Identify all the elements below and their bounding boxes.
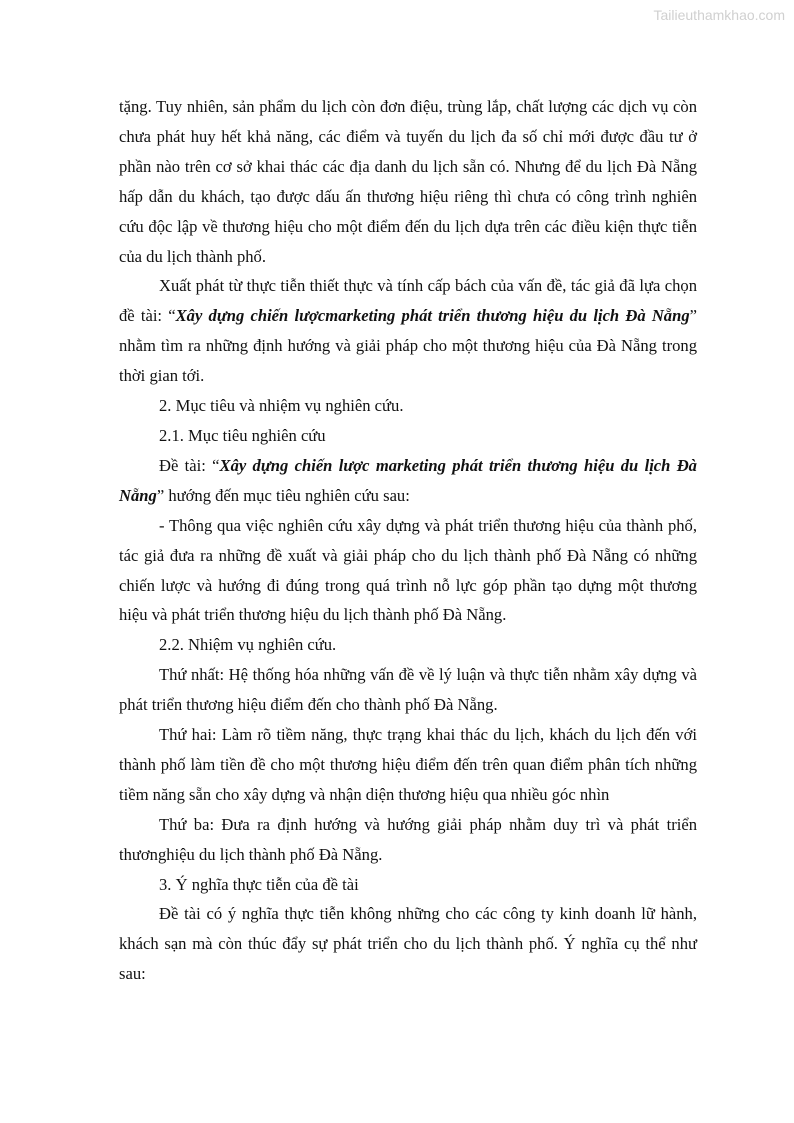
heading-objectives-tasks: 2. Mục tiêu và nhiệm vụ nghiên cứu. bbox=[159, 396, 404, 416]
text-run: Đề tài: “ bbox=[159, 455, 220, 475]
text-run: Xuất phát từ thực tiễn thiết thực và tính cấp bách của vấn đề, tác giả đã lựa chọn đề tài: “ bbox=[119, 276, 697, 326]
paragraph-task-second: Thứ hai: Làm rõ tiềm năng, thực trạng khai thác du lịch, khách du lịch đến với thành phố làm tiền đề cho một thương hiệu điểm đến trên quan điểm phân tích những tiềm năng sẵn cho xây dựng và nhận diện thương hiệu qua nhiều góc nhìn bbox=[119, 725, 697, 804]
text-run: ” hướng đến mục tiêu nghiên cứu sau: bbox=[156, 485, 410, 505]
heading-objectives: 2.1. Mục tiêu nghiên cứu bbox=[159, 425, 326, 445]
thesis-title: Xây dựng chiến lược marketing phát triển thương hiệu du lịch Đà Nẵng bbox=[119, 455, 697, 505]
text-run: ” nhằm tìm ra những định hướng và giải pháp cho một thương hiệu của Đà Nẵng trong thời gian tới. bbox=[119, 306, 697, 386]
paragraph-task-third: Thứ ba: Đưa ra định hướng và hướng giải pháp nhằm duy trì và phát triển thươnghiệu du lịch thành phố Đà Nẵng. bbox=[119, 814, 697, 864]
thesis-title: Xây dựng chiến lượcmarketing phát triển thương hiệu du lịch Đà Nẵng bbox=[175, 306, 690, 326]
paragraph-significance: Đề tài có ý nghĩa thực tiễn không những cho các công ty kinh doanh lữ hành, khách sạn mà còn thúc đẩy sự phát triển cho du lịch thành phố. Ý nghĩa cụ thể như sau: bbox=[119, 904, 697, 984]
document-body bbox=[119, 92, 697, 989]
heading-significance: 3. Ý nghĩa thực tiễn của đề tài bbox=[159, 874, 359, 894]
paragraph-objective-item: - Thông qua việc nghiên cứu xây dựng và phát triển thương hiệu của thành phố, tác giả đưa ra những đề xuất và giải pháp cho du lịch thành phố Đà Nẵng có những chiến lược và hướng đi đúng trong quá trình nỗ lực góp phần tạo dựng một thương hiệu và phát triển thương hiệu du lịch thành phố Đà Nẵng. bbox=[119, 515, 697, 625]
heading-tasks: 2.2. Nhiệm vụ nghiên cứu. bbox=[159, 635, 337, 655]
watermark: Tailieuthamkhao.com bbox=[653, 7, 785, 23]
paragraph-task-first: Thứ nhất: Hệ thống hóa những vấn đề về lý luận và thực tiễn nhằm xây dựng và phát triển thương hiệu điểm đến cho thành phố Đà Nẵng. bbox=[119, 665, 697, 715]
paragraph-topic-choice bbox=[119, 271, 697, 391]
paragraph-intro: tặng. Tuy nhiên, sản phẩm du lịch còn đơn điệu, trùng lắp, chất lượng các dịch vụ còn chưa phát huy hết khả năng, các điểm và tuyến du lịch đa số chỉ mới được đầu tư ở phần nào trên cơ sở khai thác các địa danh du lịch sẵn có. Nhưng để du lịch Đà Nẵng hấp dẫn du khách, tạo được dấu ấn thương hiệu riêng thì chưa có công trình nghiên cứu độc lập về thương hiệu cho một điểm đến du lịch dựa trên các điều kiện thực tiễn của du lịch thành phố. bbox=[119, 97, 697, 266]
paragraph-objective-intro bbox=[119, 451, 697, 511]
